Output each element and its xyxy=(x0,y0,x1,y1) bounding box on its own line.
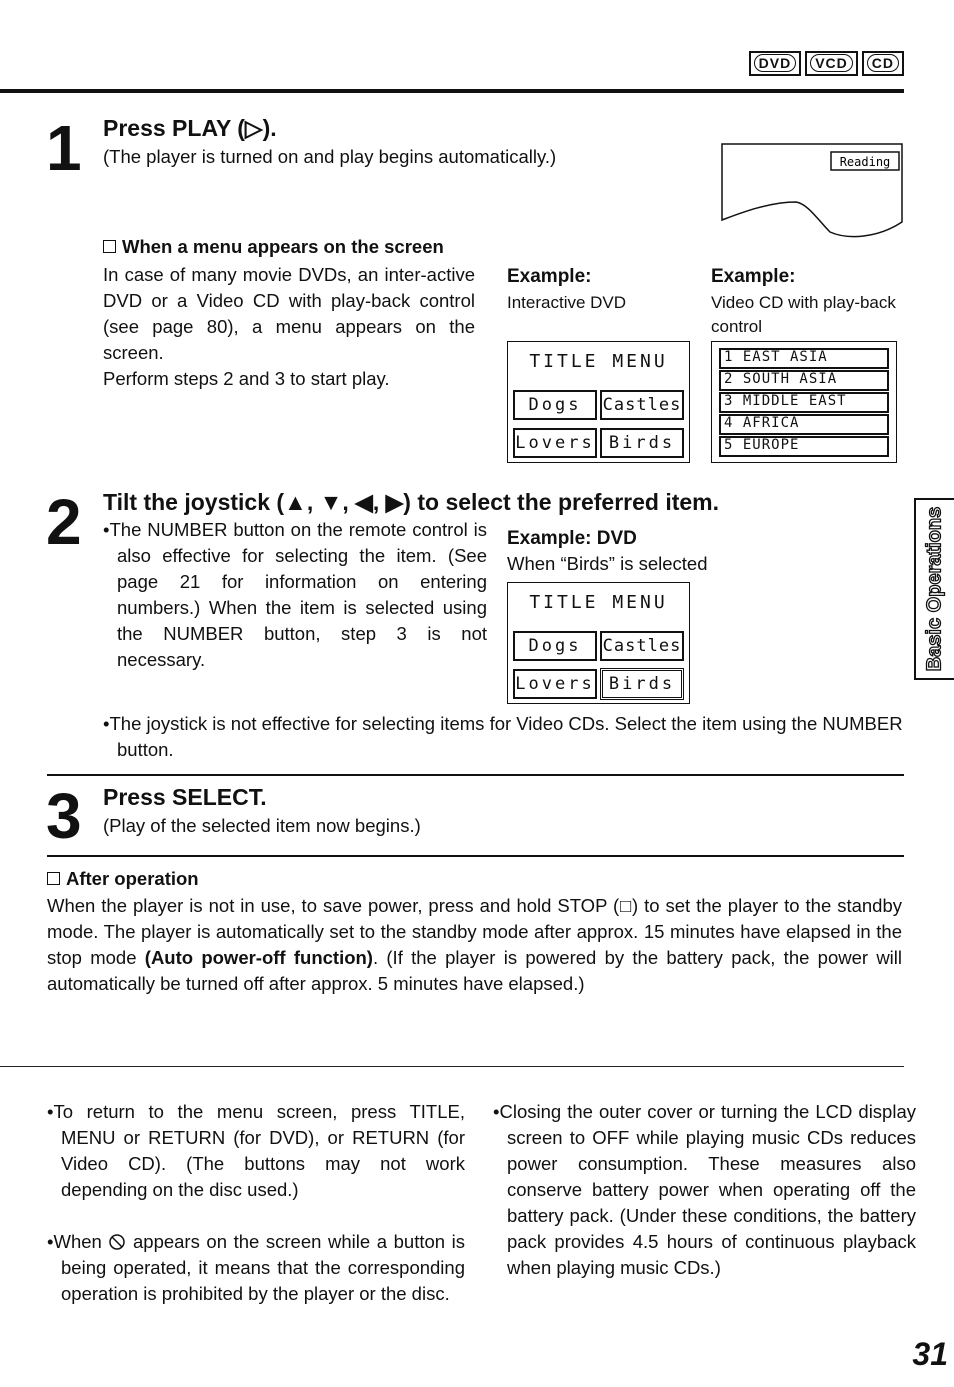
step2-example-sub: When “Birds” is selected xyxy=(507,553,708,574)
menu-item-dogs: Dogs xyxy=(513,390,597,420)
menu-item-birds-selected: Birds xyxy=(600,668,684,700)
vcd-menu-item: 3 MIDDLE EAST xyxy=(719,392,889,413)
menu-text-2: Perform steps 2 and 3 to start play. xyxy=(103,368,390,389)
menu-item-lovers: Lovers xyxy=(513,428,597,458)
prohibited-icon xyxy=(108,1233,126,1251)
cd-badge: CD xyxy=(862,51,904,76)
dvd-badge: DVD xyxy=(749,51,802,76)
example2-sub: Video CD with play-back control xyxy=(711,293,896,336)
step2-example-label: Example: DVD xyxy=(507,528,637,549)
divider xyxy=(47,855,904,857)
after-text: When the player is not in use, to save power, press and hold STOP (□) to set the player to the standby mode. The player is automatically set to the standby mode after approx. 15 minutes have elapsed in the stop mode (Auto power-off function). (If the player is powered by the battery pack, the power will automatically be turned off after approx. 5 minutes have elapsed.) xyxy=(47,895,903,994)
menu-item-lovers: Lovers xyxy=(513,669,597,699)
step3-title: Press SELECT. xyxy=(103,784,267,810)
header-rule xyxy=(0,89,904,93)
example1-sub: Interactive DVD xyxy=(507,293,627,312)
menu-title: TITLE MENU xyxy=(529,351,668,372)
note-left-2: •When appears on the screen while a button is being operated, it means that the corresponding operation is prohibited by the player or the disc. xyxy=(47,1231,465,1304)
step2-title: Tilt the joystick (▲, ▼, ◀, ▶) to select the preferred item. xyxy=(103,489,720,515)
step1-number: 1 xyxy=(46,112,82,184)
step2-bullet-1: •The NUMBER button on the remote control is also effective for selecting the item. (See page 21 for information on entering numbers.) When the item is selected using the NUMBER button, step 3 is not necessary. xyxy=(103,519,487,670)
dvd-menu-selected-example xyxy=(507,582,690,704)
page-number: 31 xyxy=(912,1336,948,1372)
square-bullet-icon xyxy=(103,240,116,253)
step3-number: 3 xyxy=(46,780,82,852)
reading-label: Reading xyxy=(839,155,891,169)
note-right-1: •Closing the outer cover or turning the LCD display screen to OFF while playing music CDs reduces power consumption. These measures also conserve battery power when operating off the battery pack. (Under these conditions, the battery pack provides 4.5 hours of continuous playback when playing music CDs.) xyxy=(493,1101,916,1278)
step1-subtitle: (The player is turned on and play begins automatically.) xyxy=(103,146,557,167)
step1-title: Press PLAY (▷). xyxy=(103,115,277,141)
menu-item-birds: Birds xyxy=(600,428,684,458)
square-bullet-icon xyxy=(47,872,60,885)
divider xyxy=(47,774,904,776)
after-heading: After operation xyxy=(47,868,199,890)
note-left-1: •To return to the menu screen, press TITLE, MENU or RETURN (for DVD), or RETURN (for Video CD). (The buttons may not work depending on the disc used.) xyxy=(47,1101,465,1200)
notes-divider xyxy=(0,1066,904,1067)
section-tab: Basic Operations xyxy=(914,498,954,680)
vcd-badge: VCD xyxy=(805,51,858,76)
menu-item-dogs: Dogs xyxy=(513,631,597,661)
menu-item-castles: Castles xyxy=(600,390,684,420)
example1-label: Example: xyxy=(507,266,592,287)
vcd-menu-item: 1 EAST ASIA xyxy=(719,348,889,369)
menu-item-castles: Castles xyxy=(600,631,684,661)
vcd-menu-item: 2 SOUTH ASIA xyxy=(719,370,889,391)
example2-label: Example: xyxy=(711,266,796,287)
step2-number: 2 xyxy=(46,486,82,558)
step3-subtitle: (Play of the selected item now begins.) xyxy=(103,815,421,836)
disc-badges xyxy=(749,51,904,76)
menu-text: In case of many movie DVDs, an inter-active DVD or a Video CD with play-back control (see page 80), a menu appears on the screen. xyxy=(103,264,475,363)
menu-heading: When a menu appears on the screen xyxy=(103,236,444,258)
screen-illustration xyxy=(718,140,908,240)
menu-title: TITLE MENU xyxy=(529,592,668,613)
dvd-menu-example xyxy=(507,341,690,463)
vcd-menu-item: 4 AFRICA xyxy=(719,414,889,435)
vcd-menu-example xyxy=(711,341,897,463)
step2-bullet-2: •The joystick is not effective for selecting items for Video CDs. Select the item using the NUMBER button. xyxy=(103,713,903,760)
vcd-menu-item: 5 EUROPE xyxy=(719,436,889,457)
